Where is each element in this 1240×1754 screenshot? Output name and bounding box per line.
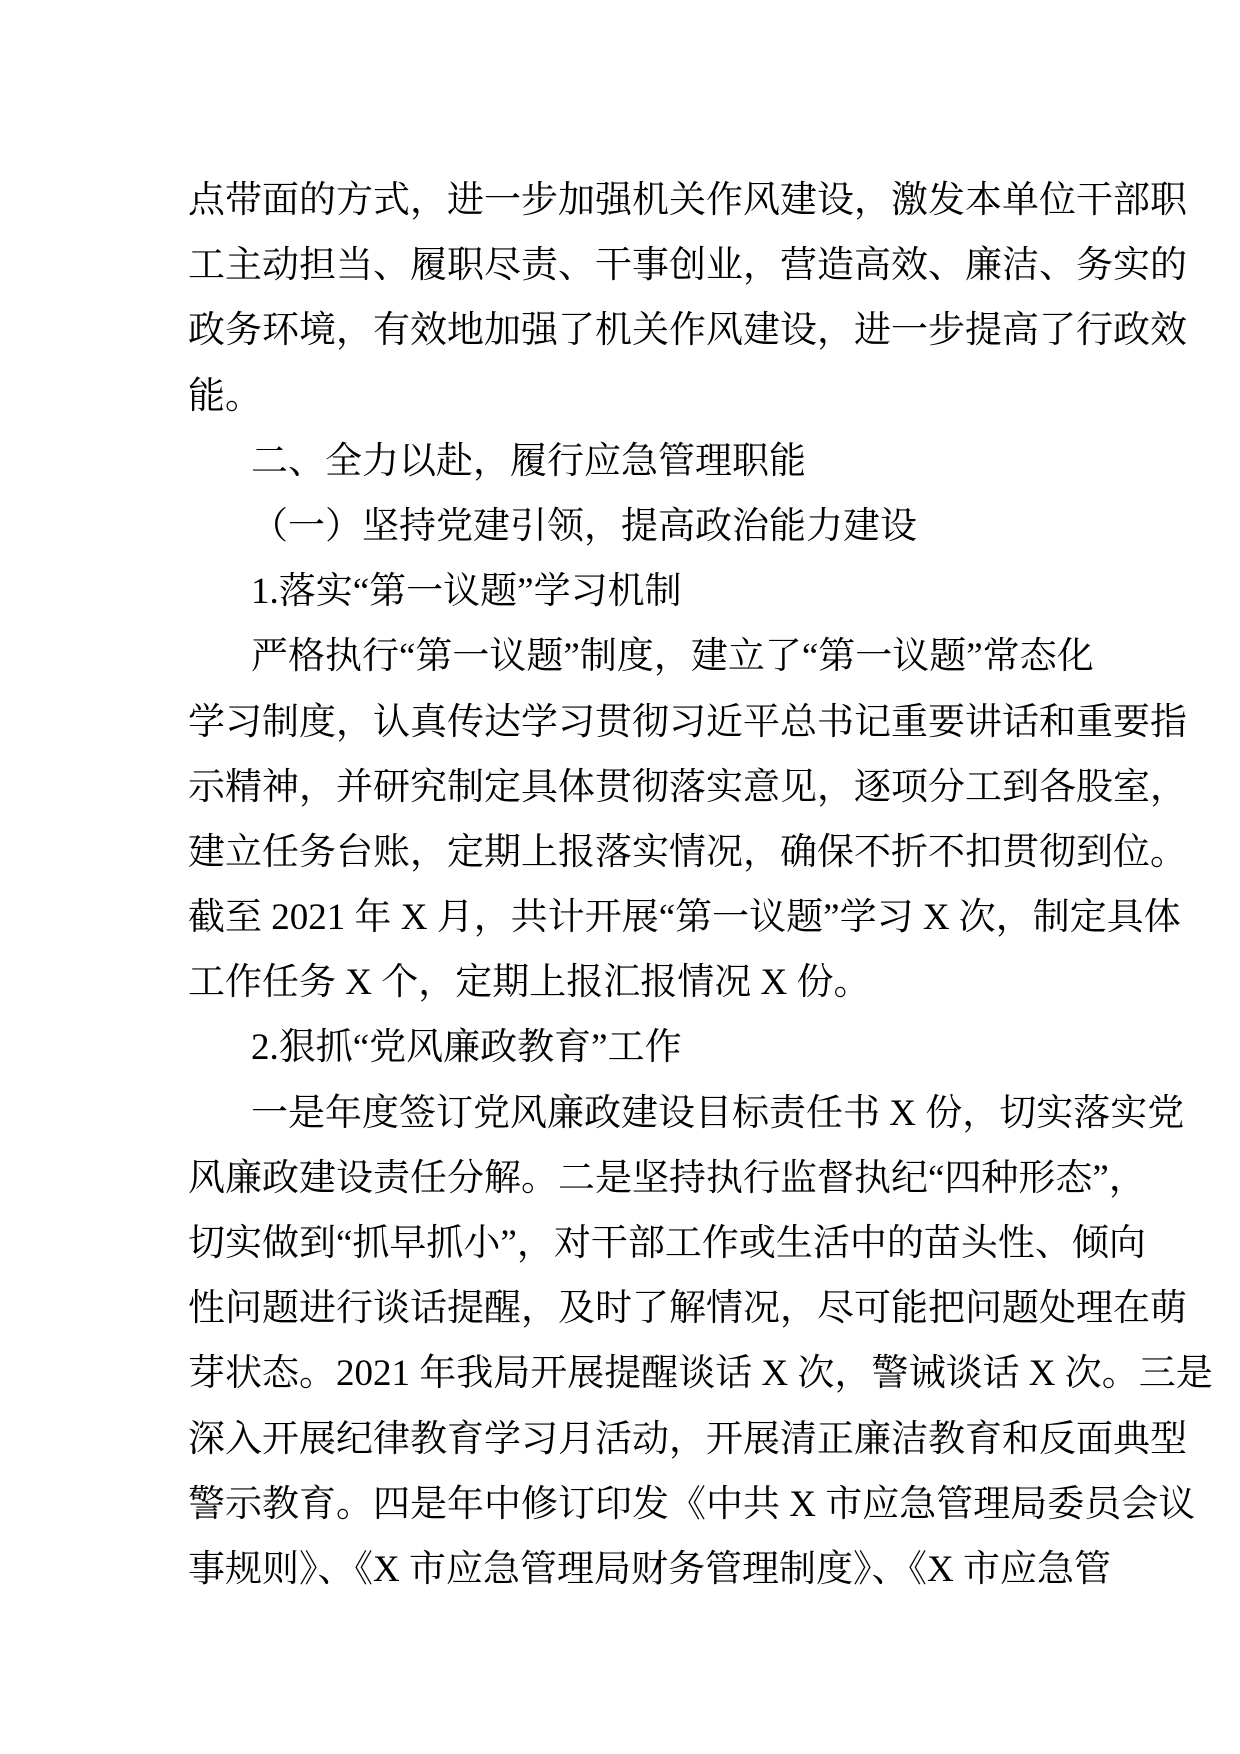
text-line: 1.落实“第一议题”学习机制 bbox=[251, 571, 682, 613]
text-line: 事规则》、《X 市应急管理局财务管理制度》、《X 市应急管 bbox=[188, 1548, 1111, 1590]
document-body bbox=[188, 168, 1213, 1602]
text-line: 能。 bbox=[188, 375, 262, 417]
text-line: 学习制度，认真传达学习贯彻习近平总书记重要讲话和重要指 bbox=[188, 701, 1187, 743]
text-line: 工主动担当、履职尽责、干事创业，营造高效、廉洁、务实的 bbox=[188, 245, 1187, 287]
text-line: 芽状态。2021 年我局开展提醒谈话 X 次，警诫谈话 X 次。三是 bbox=[188, 1353, 1213, 1395]
text-line: 一是年度签订党风廉政建设目标责任书 X 份，切实落实党 bbox=[251, 1092, 1185, 1134]
text-line: 点带面的方式，进一步加强机关作风建设，激发本单位干部职 bbox=[188, 180, 1187, 221]
text-line: 警示教育。四是年中修订印发《中共 X 市应急管理局委员会议 bbox=[188, 1483, 1196, 1525]
text-line: 性问题进行谈话提醒，及时了解情况，尽可能把问题处理在萌 bbox=[188, 1288, 1187, 1330]
text-line: 深入开展纪律教育学习月活动，开展清正廉洁教育和反面典型 bbox=[188, 1418, 1187, 1460]
text-line: 二、全力以赴，履行应急管理职能 bbox=[251, 440, 806, 482]
text-line: 严格执行“第一议题”制度，建立了“第一议题”常态化 bbox=[251, 636, 1094, 678]
text-line: 政务环境，有效地加强了机关作风建设，进一步提高了行政效 bbox=[188, 310, 1187, 352]
text-line: 截至 2021 年 X 月，共计开展“第一议题”学习 X 次，制定具体 bbox=[188, 897, 1181, 939]
text-line: （一）坚持党建引领，提高政治能力建设 bbox=[251, 505, 917, 547]
text-line: 切实做到“抓早抓小”，对干部工作或生活中的苗头性、倾向 bbox=[188, 1223, 1146, 1264]
text-line: 示精神，并研究制定具体贯彻落实意见，逐项分工到各股室， bbox=[188, 766, 1187, 808]
text-line: 建立任务台账，定期上报落实情况，确保不折不扣贯彻到位。 bbox=[188, 831, 1187, 873]
text-line: 2.狠抓“党风廉政教育”工作 bbox=[251, 1027, 682, 1069]
text-line: 工作任务 X 个，定期上报汇报情况 X 份。 bbox=[188, 962, 871, 1004]
text-line: 风廉政建设责任分解。二是坚持执行监督执纪“四种形态”， bbox=[188, 1157, 1146, 1199]
